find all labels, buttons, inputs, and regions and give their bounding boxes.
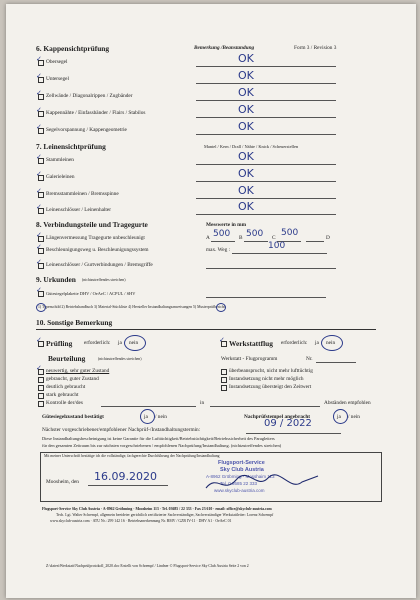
riser-b-value: 500 bbox=[246, 229, 264, 239]
answer-line bbox=[196, 134, 336, 135]
option-ja[interactable]: ja bbox=[337, 414, 341, 420]
condition-option: gebraucht, guter Zustand bbox=[46, 376, 99, 382]
answer-line bbox=[210, 406, 320, 407]
checkbox[interactable] bbox=[221, 369, 227, 375]
check-mark-icon: ✓ bbox=[36, 153, 42, 161]
option-ja[interactable]: ja bbox=[315, 340, 319, 346]
in-label: in bbox=[200, 400, 205, 406]
checkbox[interactable] bbox=[38, 393, 44, 399]
erforderlich-label: erforderlich: bbox=[84, 340, 111, 346]
messung-item-label: Beschleunigungsweg u. Beschleunigungssystem bbox=[46, 247, 149, 253]
circled-marker bbox=[216, 303, 226, 312]
beurteilung-note: (nichtzutreffendes streichen) bbox=[98, 357, 142, 361]
checkbox[interactable] bbox=[38, 401, 44, 407]
section10-title: 10. Sonstige Bemerkung bbox=[36, 318, 113, 327]
messwerte-label: Messwerte in mm bbox=[206, 222, 247, 228]
check-mark-icon: ✓ bbox=[36, 187, 42, 195]
circled-selection bbox=[333, 409, 348, 424]
kappen-item-label: Kappennähte / Einfassbänder / Flairs / Stabilos bbox=[46, 110, 146, 116]
riser-b-label: B bbox=[239, 235, 243, 241]
signature-box-label: Mit meiner Unterschrift bestätige ich die vollständige, fachgerechte Durchführung der Nachprüfung/Instandhaltung bbox=[44, 454, 220, 458]
checkbox[interactable] bbox=[38, 385, 44, 391]
answer-line bbox=[196, 214, 336, 215]
check-mark-icon: ✓ bbox=[36, 231, 42, 239]
condition-option: Kontrolle der/des bbox=[46, 400, 83, 406]
beurteilung-title: Beurteilung bbox=[48, 354, 86, 363]
kappen-item-label: Untersegel bbox=[46, 76, 69, 82]
check-mark-icon: ✓ bbox=[36, 89, 42, 97]
divider bbox=[36, 329, 376, 330]
option-nein[interactable]: / nein bbox=[348, 414, 360, 420]
werkstatt-programm-label: Werkstatt - Flugprogramm bbox=[221, 356, 278, 362]
circled-selection bbox=[321, 335, 343, 351]
footer-line: www.skyclub-austria.com · ATU Nr.: 299 142 16 · Betriebsanerkennung Nr. BMV / GZB IV-11 · DHV A1 · OeAeC 01 bbox=[50, 519, 232, 523]
stamp-line: Tel. 0 3685 22 333 bbox=[220, 481, 258, 486]
check-mark-icon: ✓ bbox=[36, 72, 42, 80]
signature-date: 16.09.2020 bbox=[94, 470, 157, 483]
section9-title: 9. Urkunden bbox=[36, 275, 76, 284]
checkbox[interactable] bbox=[221, 385, 227, 391]
footer-line: Flugsport-Service Sky Club Austria · A-8962 Gröbming · Moosheim 113 · Tel. 03685 / 22 333 · Fax 23 610 · email: office@skyclub-austria.com bbox=[42, 507, 272, 511]
section7-title: 7. Leinensichtprüfung bbox=[36, 142, 106, 151]
circled-selection bbox=[124, 335, 146, 351]
answer-line bbox=[244, 241, 268, 242]
footer-line: Tech. Lgt. Walter Schrempf, allgemein beeideter gerichtlich zertifizierter Sachverständiger, Sachverständiger Werkstattleiter: Lorenz Schrempf bbox=[56, 513, 274, 517]
file-path: Z:\daten\Werkstatt\Nachprüfprotokoll_2020.doc Erstellt von Schrempf / Lindner © Flugsport-Service Sky Club Austria Seite 2 von 2 bbox=[46, 564, 249, 568]
riser-d-label: D bbox=[326, 235, 330, 241]
check-mark-icon: ✓ bbox=[219, 336, 225, 344]
bemerkung-label: Bemerkung /Beanstandung bbox=[194, 45, 255, 51]
nachpruefstempel-label: Nachprüfstempel angebracht bbox=[244, 414, 311, 420]
riser-c-label: C bbox=[272, 235, 276, 241]
condition-option: Instandsetzung nicht mehr möglich bbox=[229, 376, 304, 382]
check-mark-icon: ✓ bbox=[36, 336, 42, 344]
max-weg-label: max. Weg : bbox=[206, 247, 231, 253]
condition-option: überbeansprucht, nicht mehr lufttüchtig bbox=[229, 368, 313, 374]
answer-line bbox=[232, 253, 327, 254]
check-mark-icon: ✓ bbox=[36, 123, 42, 131]
circled-selection bbox=[140, 409, 155, 424]
leinen-item-label: Leinenschlösser / Leinenhalter bbox=[46, 207, 112, 213]
next-check-value: 09 / 2022 bbox=[264, 418, 312, 429]
condition-option: Instandsetzung übersteigt den Zeitwert bbox=[229, 384, 312, 390]
stamp-line: A-8962 Gröbming - Mosshaim 113 bbox=[206, 474, 275, 479]
checkbox[interactable] bbox=[38, 377, 44, 383]
place-label: Moosheim, den bbox=[46, 479, 79, 485]
kappen-item-label: Zellwände / Diagonalrippen / Zugbänder bbox=[46, 93, 133, 99]
handwritten-value: OK bbox=[238, 52, 254, 65]
answer-line bbox=[206, 268, 336, 269]
stamp-line: www.skyclub-austria.com bbox=[214, 488, 265, 493]
handwritten-value: OK bbox=[238, 86, 254, 99]
erforderlich-label: erforderlich: bbox=[281, 340, 308, 346]
werkstattflug-label: Werkstattflug bbox=[229, 339, 273, 348]
answer-line bbox=[196, 117, 336, 118]
leinen-item-label: Galerieleinen bbox=[46, 174, 75, 180]
section9-note: (nichtzutreffendes streichen) bbox=[82, 278, 126, 282]
check-mark-icon: ✓ bbox=[36, 258, 42, 266]
answer-line bbox=[316, 362, 356, 363]
condition-option: deutlich gebraucht bbox=[46, 384, 86, 390]
answer-line bbox=[196, 83, 336, 84]
check-mark-icon: ✓ bbox=[36, 170, 42, 178]
leinen-item-label: Stammleinen bbox=[46, 157, 74, 163]
form-sheet bbox=[6, 4, 416, 598]
riser-a-value: 500 bbox=[213, 229, 231, 239]
answer-line bbox=[101, 406, 196, 407]
check-mark-icon: ✓ bbox=[36, 243, 42, 251]
answer-line bbox=[246, 433, 341, 434]
handwritten-value: OK bbox=[238, 150, 254, 163]
option-nein[interactable]: nein bbox=[129, 340, 139, 346]
answer-line bbox=[196, 164, 336, 165]
answer-line bbox=[306, 241, 324, 242]
riser-a-label: A bbox=[206, 235, 210, 241]
check-mark-icon: ✓ bbox=[36, 106, 42, 114]
option-ja[interactable]: ja bbox=[118, 340, 122, 346]
condition-option: stark gebraucht bbox=[46, 392, 79, 398]
signature-icon bbox=[202, 470, 322, 496]
messung-item-label: Längenvermessung Tragegurte unbeschleunigt bbox=[46, 235, 145, 241]
condition-option: neuwertig, sehr guter Zustand bbox=[46, 368, 110, 374]
check-mark-icon: ✓ bbox=[36, 364, 42, 372]
answer-line bbox=[88, 485, 168, 486]
stamp-line: Sky Club Austria bbox=[220, 467, 264, 473]
answer-line bbox=[196, 181, 336, 182]
documents-list: 1) Typenschild 2) Betriebshandbuch 3) Material-Stückliste 4) Hersteller Instandhaltungsanweisungen 5) Musterprüfbericht bbox=[38, 305, 225, 309]
handwritten-value: OK bbox=[238, 120, 254, 133]
option-nein[interactable]: / nein bbox=[155, 414, 167, 420]
handwritten-value: OK bbox=[238, 200, 254, 213]
section7-columns: Mantel / Kern / Drall / Nähte / Knick / Scheuerstellen bbox=[204, 144, 299, 149]
circled-marker bbox=[36, 303, 46, 312]
check-mark-icon: ✓ bbox=[36, 55, 42, 63]
checkbox[interactable] bbox=[221, 377, 227, 383]
disclaimer-line: für den gesamten Zeitraum bis zur nächsten vorgeschriebenen / empfohlenen Nachprüfung/Instandhaltung. (nichtzutreffendes streichen) bbox=[42, 443, 282, 448]
option-ja[interactable]: ja bbox=[144, 414, 148, 420]
handwritten-value: OK bbox=[238, 103, 254, 116]
kappen-item-label: Obersegel bbox=[46, 59, 68, 65]
check-mark-icon: ✓ bbox=[36, 203, 42, 211]
leinen-item-label: Bremsstammleinen / Bremsspinne bbox=[46, 191, 119, 197]
abstaenden-label: Abständen empfohlen bbox=[324, 400, 371, 406]
max-weg-value: 100 bbox=[268, 241, 286, 251]
section6-title: 6. Kappensichtprüfung bbox=[36, 44, 110, 53]
riser-c-value: 500 bbox=[281, 228, 299, 238]
handwritten-value: OK bbox=[238, 167, 254, 180]
pruefling-label: Prüfling bbox=[46, 339, 73, 348]
answer-line bbox=[196, 66, 336, 67]
form-label: Form 3 / Revision 3 bbox=[294, 45, 337, 51]
section8-title: 8. Verbindungsteile und Tragegurte bbox=[36, 220, 148, 229]
guetesiegel-label: Gütesiegelzustand bestätigt bbox=[42, 414, 104, 420]
disclaimer-line: Diese Instandhaltungsbescheinigung ist keine Garantie für die Lufttüchtigkeit/Betriebstüchtigkeit/Betriebssicherheit des Paragleiters bbox=[42, 436, 275, 441]
answer-line bbox=[196, 198, 336, 199]
handwritten-value: OK bbox=[238, 69, 254, 82]
check-mark-icon: ✓ bbox=[36, 286, 42, 294]
option-nein[interactable]: nein bbox=[326, 340, 336, 346]
stamp-line: Flugsport-Service bbox=[218, 460, 265, 466]
messung-item-label: Leinenschlösser / Gurtverbindungen / Bremsgriffe bbox=[46, 262, 153, 268]
handwritten-value: OK bbox=[238, 184, 254, 197]
answer-line bbox=[196, 100, 336, 101]
next-check-label: Nächster vorgeschriebener/empfohlener Nachprüf-/Instandhaltungstermin: bbox=[42, 427, 201, 433]
answer-line bbox=[211, 241, 235, 242]
answer-line bbox=[206, 297, 326, 298]
werkstatt-nr-label: Nr. bbox=[306, 356, 313, 362]
kappen-item-label: Segelvorspannung / Kappengeometrie bbox=[46, 127, 127, 133]
guetesiegel-plakette-label: Gütesiegelplakette DHV / OeAeC / ACPUL / SHV bbox=[46, 291, 136, 296]
